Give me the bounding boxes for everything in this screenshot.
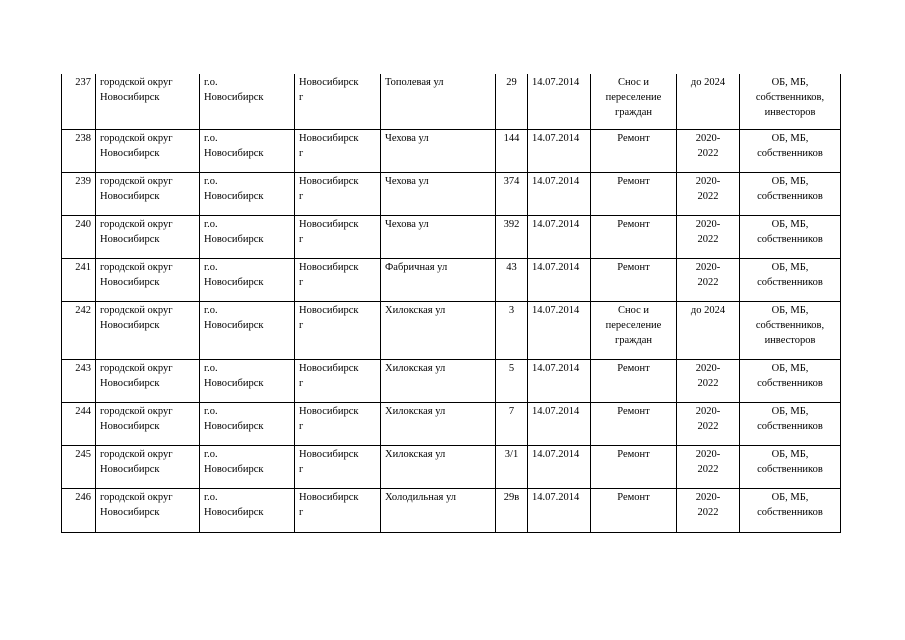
- work-type-cell: Ремонт: [591, 129, 677, 172]
- work-type-cell: Ремонт: [591, 172, 677, 215]
- funding-cell: ОБ, МБ, собственников: [740, 172, 841, 215]
- work-type-cell: Ремонт: [591, 488, 677, 532]
- street-cell: Хилокская ул: [381, 359, 496, 402]
- district-cell: городской округ Новосибирск: [96, 359, 200, 402]
- date-cell: 14.07.2014: [528, 215, 591, 258]
- settlement-cell: г.о. Новосибирск: [200, 488, 295, 532]
- settlement-cell: г.о. Новосибирск: [200, 172, 295, 215]
- work-type-cell: Снос и переселение граждан: [591, 301, 677, 359]
- street-cell: Хилокская ул: [381, 301, 496, 359]
- row-number: 241: [62, 258, 96, 301]
- work-type-cell: Снос и переселение граждан: [591, 74, 677, 129]
- period-cell: 2020- 2022: [677, 215, 740, 258]
- district-cell: городской округ Новосибирск: [96, 445, 200, 488]
- funding-cell: ОБ, МБ, собственников, инвесторов: [740, 301, 841, 359]
- district-cell: городской округ Новосибирск: [96, 215, 200, 258]
- house-number-cell: 7: [496, 402, 528, 445]
- house-number-cell: 144: [496, 129, 528, 172]
- row-number: 243: [62, 359, 96, 402]
- row-number: 239: [62, 172, 96, 215]
- funding-cell: ОБ, МБ, собственников: [740, 258, 841, 301]
- locality-cell: Новосибирск г: [295, 74, 381, 129]
- date-cell: 14.07.2014: [528, 402, 591, 445]
- street-cell: Хилокская ул: [381, 402, 496, 445]
- date-cell: 14.07.2014: [528, 129, 591, 172]
- settlement-cell: г.о. Новосибирск: [200, 215, 295, 258]
- settlement-cell: г.о. Новосибирск: [200, 74, 295, 129]
- table-row: [62, 445, 841, 488]
- row-number: 246: [62, 488, 96, 532]
- settlement-cell: г.о. Новосибирск: [200, 359, 295, 402]
- funding-cell: ОБ, МБ, собственников: [740, 129, 841, 172]
- period-cell: 2020- 2022: [677, 359, 740, 402]
- funding-cell: ОБ, МБ, собственников: [740, 215, 841, 258]
- street-cell: Холодильная ул: [381, 488, 496, 532]
- funding-cell: ОБ, МБ, собственников: [740, 402, 841, 445]
- locality-cell: Новосибирск г: [295, 402, 381, 445]
- period-cell: 2020- 2022: [677, 129, 740, 172]
- settlement-cell: г.о. Новосибирск: [200, 258, 295, 301]
- row-number: 237: [62, 74, 96, 129]
- district-cell: городской округ Новосибирск: [96, 258, 200, 301]
- street-cell: Фабричная ул: [381, 258, 496, 301]
- period-cell: 2020- 2022: [677, 445, 740, 488]
- row-number: 242: [62, 301, 96, 359]
- work-type-cell: Ремонт: [591, 402, 677, 445]
- street-cell: Чехова ул: [381, 129, 496, 172]
- date-cell: 14.07.2014: [528, 359, 591, 402]
- house-number-cell: 29: [496, 74, 528, 129]
- settlement-cell: г.о. Новосибирск: [200, 129, 295, 172]
- table-row: [62, 258, 841, 301]
- district-cell: городской округ Новосибирск: [96, 129, 200, 172]
- period-cell: 2020- 2022: [677, 172, 740, 215]
- period-cell: 2020- 2022: [677, 258, 740, 301]
- table-row: [62, 172, 841, 215]
- table-row: [62, 488, 841, 532]
- period-cell: до 2024: [677, 301, 740, 359]
- locality-cell: Новосибирск г: [295, 215, 381, 258]
- table-row: [62, 359, 841, 402]
- work-type-cell: Ремонт: [591, 258, 677, 301]
- row-number: 244: [62, 402, 96, 445]
- house-number-cell: 3/1: [496, 445, 528, 488]
- work-type-cell: Ремонт: [591, 215, 677, 258]
- settlement-cell: г.о. Новосибирск: [200, 445, 295, 488]
- work-type-cell: Ремонт: [591, 445, 677, 488]
- settlement-cell: г.о. Новосибирск: [200, 301, 295, 359]
- table-row: [62, 402, 841, 445]
- district-cell: городской округ Новосибирск: [96, 488, 200, 532]
- period-cell: 2020- 2022: [677, 402, 740, 445]
- work-type-cell: Ремонт: [591, 359, 677, 402]
- funding-cell: ОБ, МБ, собственников: [740, 488, 841, 532]
- street-cell: Чехова ул: [381, 215, 496, 258]
- locality-cell: Новосибирск г: [295, 445, 381, 488]
- house-number-cell: 29в: [496, 488, 528, 532]
- district-cell: городской округ Новосибирск: [96, 402, 200, 445]
- funding-cell: ОБ, МБ, собственников: [740, 445, 841, 488]
- house-number-cell: 392: [496, 215, 528, 258]
- funding-cell: ОБ, МБ, собственников: [740, 359, 841, 402]
- locality-cell: Новосибирск г: [295, 488, 381, 532]
- street-cell: Чехова ул: [381, 172, 496, 215]
- date-cell: 14.07.2014: [528, 258, 591, 301]
- table-row: [62, 129, 841, 172]
- house-number-cell: 43: [496, 258, 528, 301]
- row-number: 240: [62, 215, 96, 258]
- street-cell: Хилокская ул: [381, 445, 496, 488]
- date-cell: 14.07.2014: [528, 172, 591, 215]
- locality-cell: Новосибирск г: [295, 359, 381, 402]
- house-number-cell: 5: [496, 359, 528, 402]
- settlement-cell: г.о. Новосибирск: [200, 402, 295, 445]
- date-cell: 14.07.2014: [528, 74, 591, 129]
- row-number: 238: [62, 129, 96, 172]
- date-cell: 14.07.2014: [528, 445, 591, 488]
- house-number-cell: 374: [496, 172, 528, 215]
- table-row: [62, 301, 841, 359]
- period-cell: до 2024: [677, 74, 740, 129]
- date-cell: 14.07.2014: [528, 301, 591, 359]
- district-cell: городской округ Новосибирск: [96, 172, 200, 215]
- table-row: [62, 215, 841, 258]
- locality-cell: Новосибирск г: [295, 301, 381, 359]
- locality-cell: Новосибирск г: [295, 129, 381, 172]
- district-cell: городской округ Новосибирск: [96, 301, 200, 359]
- locality-cell: Новосибирск г: [295, 172, 381, 215]
- locality-cell: Новосибирск г: [295, 258, 381, 301]
- housing-registry-table: [61, 74, 841, 533]
- period-cell: 2020- 2022: [677, 488, 740, 532]
- district-cell: городской округ Новосибирск: [96, 74, 200, 129]
- street-cell: Тополевая ул: [381, 74, 496, 129]
- funding-cell: ОБ, МБ, собственников, инвесторов: [740, 74, 841, 129]
- house-number-cell: 3: [496, 301, 528, 359]
- table-row: [62, 74, 841, 129]
- date-cell: 14.07.2014: [528, 488, 591, 532]
- row-number: 245: [62, 445, 96, 488]
